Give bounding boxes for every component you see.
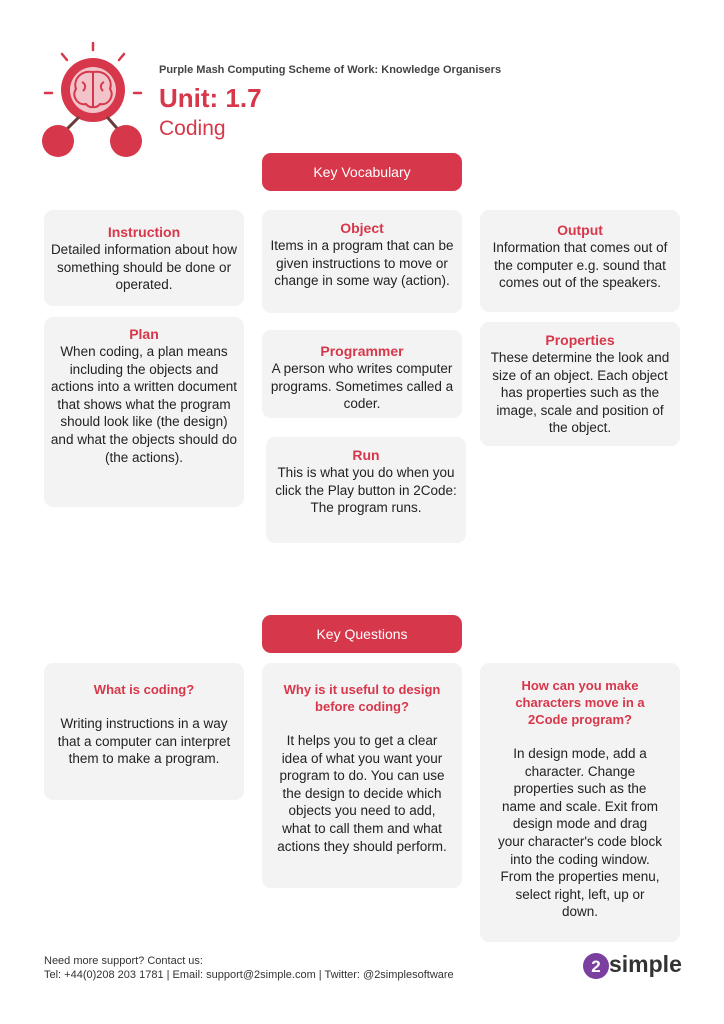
vocab-card-instruction	[44, 210, 244, 306]
vocab-card-programmer	[262, 330, 462, 418]
contact-details: Tel: +44(0)208 203 1781 | Email: support@2simple.com | Twitter: @2simplesoftware	[44, 969, 454, 981]
question-text: What is coding?	[93, 682, 195, 697]
vocab-term: Run	[352, 447, 380, 463]
brand-name: simple	[609, 951, 682, 977]
vocab-card-run	[266, 437, 466, 543]
vocab-term: Instruction	[107, 224, 181, 240]
answer-text: Writing instructions in a way that a computer can interpret them to make a program.	[57, 716, 231, 767]
vocab-definition: These determine the look and size of an object. Each object has properties such as the image, scale and position of the object.	[490, 350, 670, 436]
vocab-definition: A person who writes computer programs. Sometimes called a coder.	[270, 361, 454, 412]
vocab-definition: Information that comes out of the computer e.g. sound that comes out of the speakers.	[492, 240, 668, 291]
answer-text: It helps you to get a clear idea of what you want your program to do. You can use the design to decide which objects you need to add, what to call them and what actions they should perform.	[277, 733, 447, 854]
vocab-definition: This is what you do when you click the Play button in 2Code: The program runs.	[275, 465, 457, 516]
vocab-definition: Items in a program that can be given instructions to move or change in some way (action).	[270, 238, 454, 289]
vocab-term: Output	[557, 222, 603, 238]
question-text: Why is it useful to design before coding?	[283, 682, 441, 714]
vocab-definition: Detailed information about how something should be done or operated.	[50, 242, 238, 293]
unit-subtitle: Coding	[159, 117, 226, 140]
answer-text: In design mode, add a character. Change properties such as the name and scale. Exit from design mode and drag your character's code block into the coding window. From the properties menu, select right, left, up or down.	[498, 746, 662, 920]
brand-number: 2	[591, 957, 601, 976]
question-card-design-before-coding	[262, 663, 462, 888]
vocab-definition: When coding, a plan means including the objects and actions into a written document that shows what the program should look like (the design) and what the objects should do (the actions).	[50, 344, 238, 465]
vocab-term: Plan	[129, 326, 159, 342]
vocab-card-output	[480, 210, 680, 312]
series-title: Purple Mash Computing Scheme of Work: Knowledge Organisers	[159, 64, 502, 76]
key-questions-heading: Key Questions	[262, 615, 462, 653]
vocab-card-plan	[44, 317, 244, 507]
support-prompt: Need more support? Contact us:	[44, 955, 203, 967]
unit-title: Unit: 1.7	[159, 83, 262, 113]
vocab-card-object	[262, 210, 462, 313]
brain-robot-logo-icon	[40, 40, 146, 162]
vocab-card-properties	[480, 322, 680, 446]
question-text: How can you make characters move in a 2Code program?	[515, 678, 645, 727]
2simple-logo-icon	[582, 952, 610, 980]
question-card-move-characters	[480, 663, 680, 942]
vocab-term: Object	[340, 220, 384, 236]
vocab-term: Programmer	[320, 343, 404, 359]
key-vocabulary-heading: Key Vocabulary	[262, 153, 462, 191]
vocab-term: Properties	[545, 332, 615, 348]
question-card-what-is-coding	[44, 663, 244, 800]
